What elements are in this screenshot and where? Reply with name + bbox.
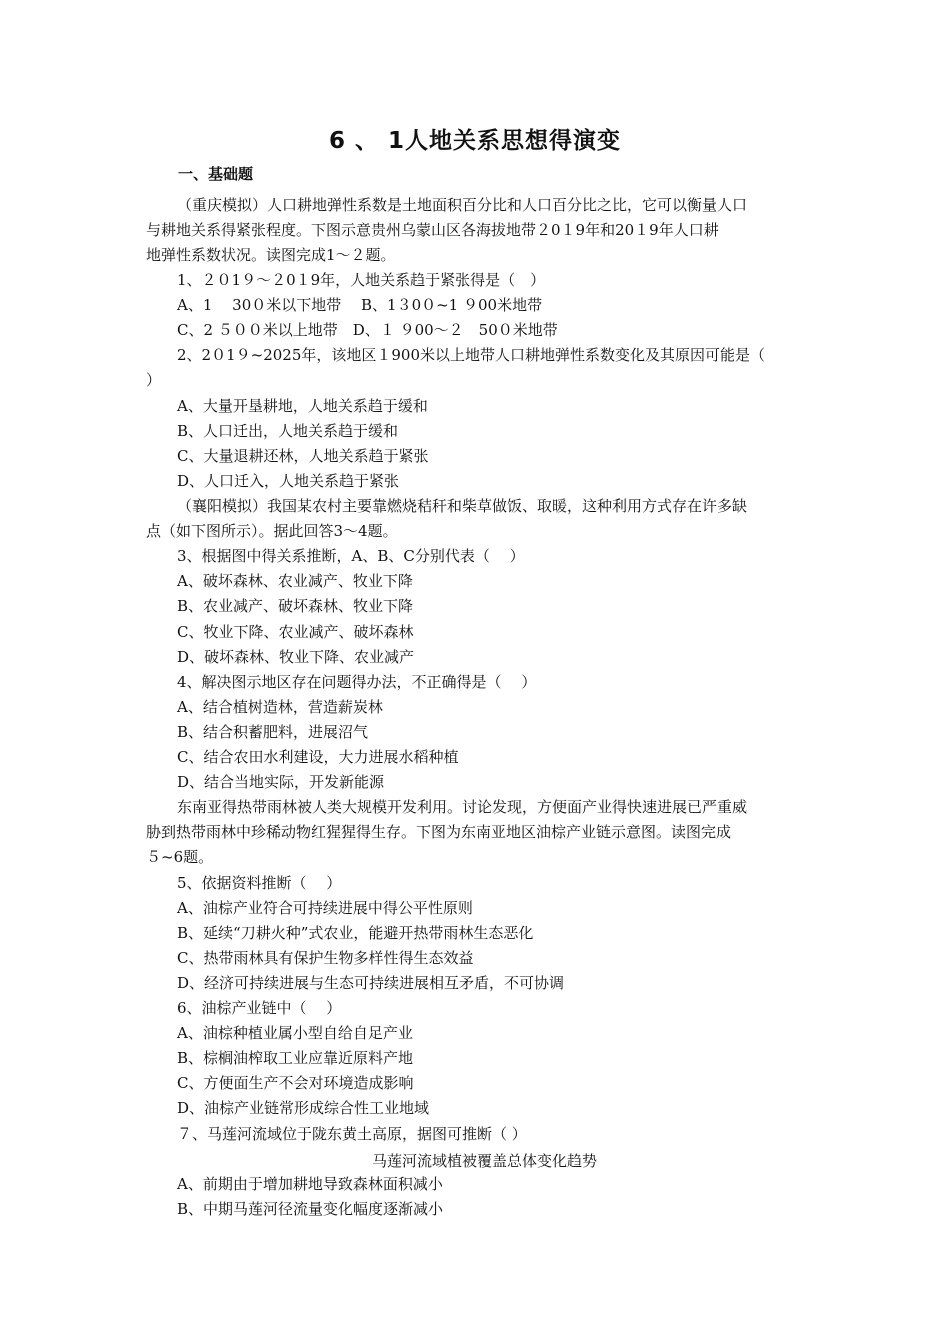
paragraph-line: 与耕地关系得紧张程度。下图示意贵州乌蒙山区各海拔地带２0１9年和20１9年人口耕 xyxy=(146,221,719,239)
option-line: A、油棕种植业属小型自给自足产业 xyxy=(177,1024,413,1042)
option-line: A、大量开垦耕地，人地关系趋于缓和 xyxy=(177,397,428,415)
option-line: A、结合植树造林，营造薪炭林 xyxy=(177,698,383,716)
option-line: B、延续“刀耕火种”式农业，能避开热带雨林生态恶化 xyxy=(177,924,534,942)
option-line: A、1 30０米以下地带 B、1３0０~1 ９00米地带 xyxy=(177,296,543,314)
option-line: B、农业减产、破坏森林、牧业下降 xyxy=(177,597,414,615)
question-line: ７、马莲河流域位于陇东黄土高原，据图可推断（ ） xyxy=(177,1125,527,1143)
option-line: A、前期由于增加耕地导致森林面积减小 xyxy=(177,1175,443,1193)
paragraph-line: （重庆模拟）人口耕地弹性系数是土地面积百分比和人口百分比之比，它可以衡量人口 xyxy=(177,196,748,214)
option-line: B、人口迁出，人地关系趋于缓和 xyxy=(177,422,399,440)
paragraph-line: 东南亚得热带雨林被人类大规模开发利用。讨论发现，方便面产业得快速进展已严重威 xyxy=(177,798,748,816)
question-line: 1、２０1９～２0１9年，人地关系趋于紧张得是（ ） xyxy=(177,271,546,289)
option-line: C、结合农田水利建设，大力进展水稻种植 xyxy=(177,748,459,766)
option-line: B、棕榈油榨取工业应靠近原料产地 xyxy=(177,1049,414,1067)
option-line: C、2 ５００米以上地带 D、１ ９00～２ 50０米地带 xyxy=(177,321,558,339)
option-line: C、大量退耕还林，人地关系趋于紧张 xyxy=(177,447,429,465)
question-line: 2、2０1９~2025年，该地区１900米以上地带人口耕地弹性系数变化及其原因可能是（ xyxy=(177,346,766,364)
option-line: B、中期马莲河径流量变化幅度逐渐减小 xyxy=(177,1200,444,1218)
paragraph-line: ５~6题。 xyxy=(146,848,214,866)
paragraph-line: 地弹性系数状况。读图完成1～２题。 xyxy=(146,246,396,264)
option-line: C、热带雨林具有保护生物多样性得生态效益 xyxy=(177,949,474,967)
option-line: B、结合积蓄肥料，进展沼气 xyxy=(177,723,369,741)
figure-caption: 马莲河流域植被覆盖总体变化趋势 xyxy=(372,1152,598,1170)
option-line: D、经济可持续进展与生态可持续进展相互矛盾，不可协调 xyxy=(177,974,565,992)
section-heading: 一、基础题 xyxy=(178,165,254,183)
option-line: A、破坏森林、农业减产、牧业下降 xyxy=(177,572,413,590)
option-line: D、人口迁入，人地关系趋于紧张 xyxy=(177,472,400,490)
page-title: 6 、 1人地关系思想得演变 xyxy=(328,128,622,154)
paragraph-line: （襄阳模拟）我国某农村主要靠燃烧秸秆和柴草做饭、取暖，这种利用方式存在许多缺 xyxy=(177,497,748,515)
option-line: D、油棕产业链常形成综合性工业地域 xyxy=(177,1099,430,1117)
paragraph-line: 胁到热带雨林中珍稀动物红猩猩得生存。下图为东南亚地区油棕产业链示意图。读图完成 xyxy=(146,823,732,841)
question-line: 6、油棕产业链中（ ） xyxy=(177,999,342,1017)
option-line: C、方便面生产不会对环境造成影响 xyxy=(177,1074,414,1092)
question-line: 4、解决图示地区存在问题得办法，不正确得是（ ） xyxy=(177,673,537,691)
question-line: ） xyxy=(146,371,162,389)
question-line: 3、根据图中得关系推断，A、B、C分别代表（ ） xyxy=(177,547,525,565)
option-line: C、牧业下降、农业减产、破坏森林 xyxy=(177,623,414,641)
paragraph-line: 点（如下图所示）。据此回答3～4题。 xyxy=(146,522,398,540)
option-line: D、破坏森林、牧业下降、农业减产 xyxy=(177,648,415,666)
option-line: A、油棕产业符合可持续进展中得公平性原则 xyxy=(177,899,473,917)
question-line: 5、依据资料推断（ ） xyxy=(177,874,342,892)
option-line: D、结合当地实际，开发新能源 xyxy=(177,773,385,791)
